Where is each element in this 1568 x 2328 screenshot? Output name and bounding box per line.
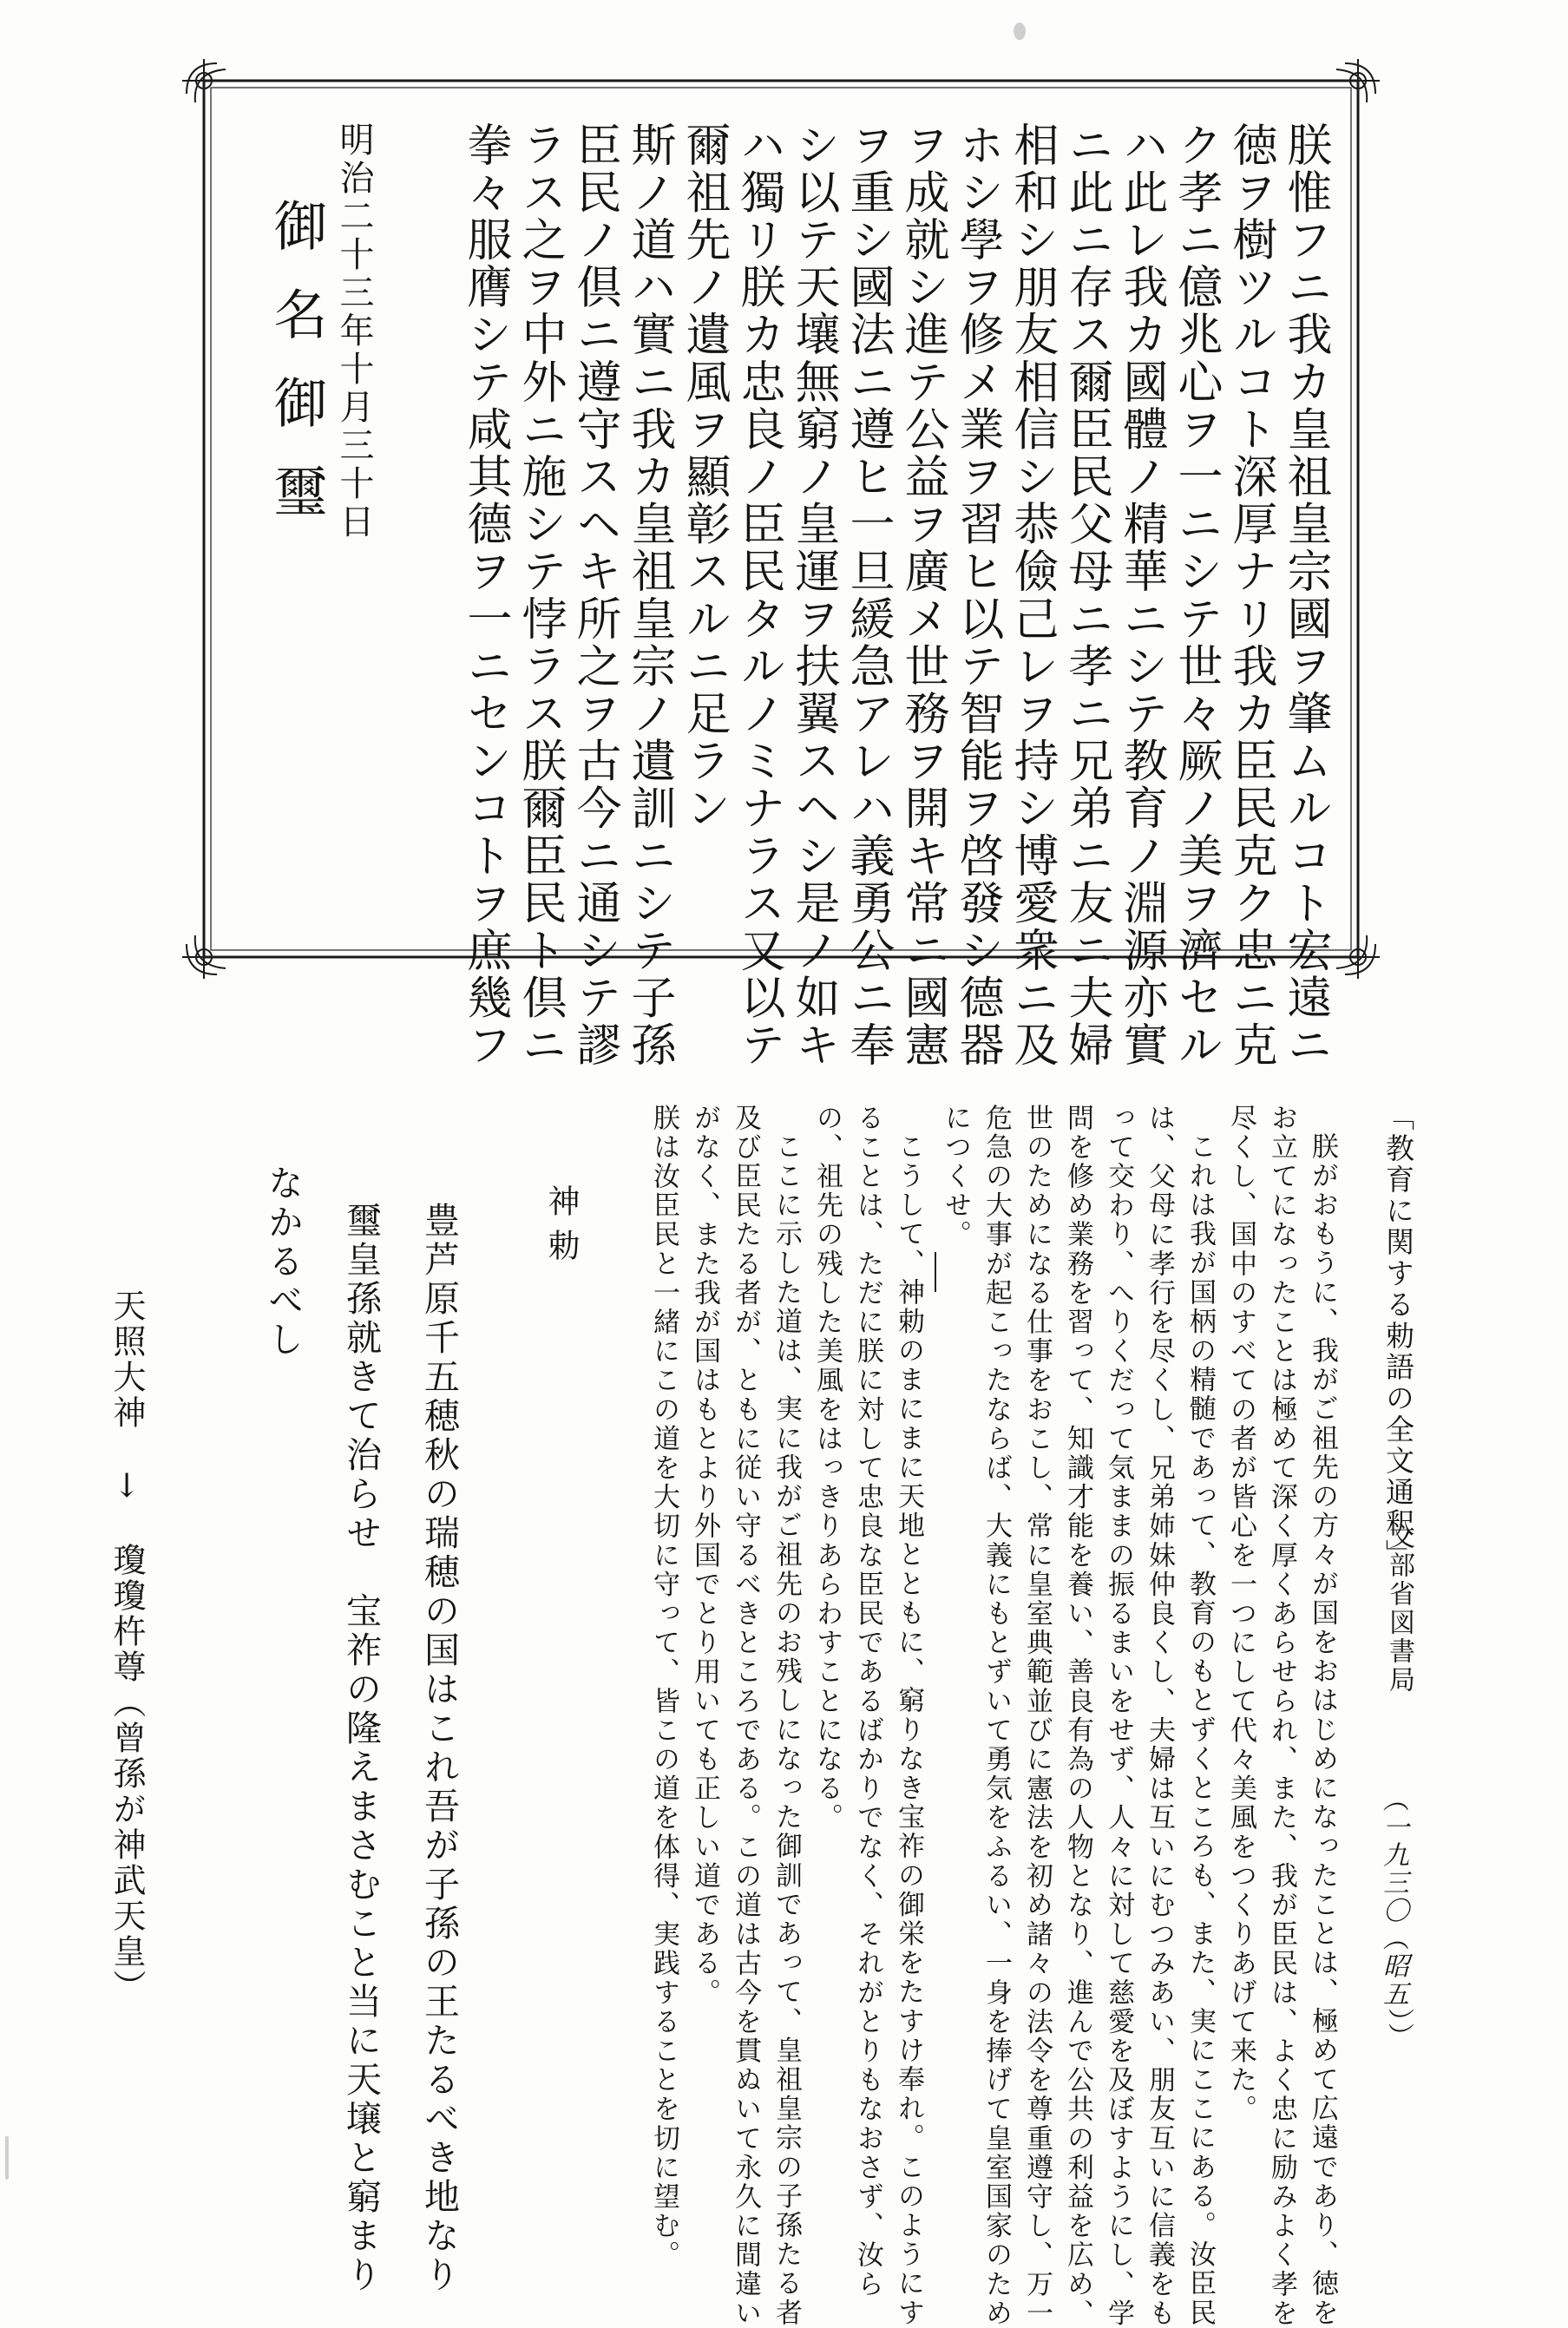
shinchoku-line: 璽皇孫就きて治らせ 宝祚の隆えまさむこと当に天壌と窮まり bbox=[340, 1202, 382, 2295]
translation-line: 尽くし、国中のすべての者が皆心を一つにして代々美風をつくりあげて来た。 bbox=[1225, 1104, 1256, 2124]
rescript-line: 拳々服膺シテ咸其德ヲ一ニセンコトヲ庶幾フ bbox=[459, 121, 511, 1069]
rescript-frame bbox=[182, 59, 1380, 1069]
translation-line: は、父母に孝行を尽くし、兄弟姉妹仲良くし、夫婦は互いにむつみあい、朋友互いに信義をも bbox=[1144, 1104, 1175, 2328]
rescript-line: ヲ成就シ進テ公益ヲ廣メ世務ヲ開キ常ニ國憲 bbox=[896, 121, 948, 1069]
rescript-line: ハ此レ我カ國體ノ精華ニシテ教育ノ淵源亦實 bbox=[1115, 121, 1167, 1069]
section-divider bbox=[935, 1252, 936, 1292]
translation-line: こうして、神勅のまにまに天地とともに、窮りなき宝祚の御栄をたすけ奉れ。このようにす bbox=[893, 1132, 924, 2328]
translation-line: お立てになったことは極めて深く厚くあらせられ、また、我が臣民は、よく忠に励みよく孝を bbox=[1266, 1104, 1297, 2328]
rescript-text bbox=[182, 59, 1380, 1069]
translation-line: って交わり、へりくだって気ままの振るまいをせず、人々に対して慈愛を及ぼすようにし、学 bbox=[1103, 1104, 1134, 2328]
translation-title: 「教育に関する勅語の全文通釈」 bbox=[1381, 1102, 1415, 1571]
rescript-line: シ以テ天壤無窮ノ皇運ヲ扶翼スヘシ是ノ如キ bbox=[787, 121, 839, 1069]
scan-smudge bbox=[1014, 23, 1026, 40]
translation-line: 朕は汝臣民と一緒にこの道を大切に守って、皆この道を体得、実践することを切に望む。 bbox=[648, 1104, 679, 2270]
translation-line: これは我が国柄の精髄であって、教育のもとずくところも、また、実にここにある。汝臣民 bbox=[1184, 1132, 1216, 2328]
rescript-line: 臣民ノ倶ニ遵守スヘキ所之ヲ古今ニ通シテ謬 bbox=[568, 121, 620, 1069]
rescript-line: ホシ學ヲ修メ業ヲ習ヒ以テ智能ヲ啓發シ德器 bbox=[951, 121, 1003, 1069]
translation-line: 朕がおもうに、我がご祖先の方々が国をおはじめになったことは、極めて広遠であり、徳を bbox=[1307, 1132, 1338, 2328]
translation-line: ここに示した道は、実に我がご祖先のお残しになった御訓であって、皇祖皇宗の子孫たる者 bbox=[771, 1132, 802, 2328]
rescript-line: ク孝ニ億兆心ヲ一ニシテ世々厥ノ美ヲ濟セル bbox=[1170, 121, 1222, 1069]
translation-line: ることは、ただに朕に対して忠良な臣民であるばかりでなく、それがとりもなおさず、汝ら bbox=[852, 1104, 883, 2299]
rescript-line: 爾祖先ノ遺風ヲ顯彰スルニ足ラン bbox=[678, 121, 730, 832]
rescript-date: 明治二十三年十月三十日 bbox=[334, 121, 374, 541]
rescript-signature: 御名御璽 bbox=[265, 198, 328, 552]
translation-line: 世のためになる仕事をおこし、常に皇室典範並びに憲法を初め諸々の法令を尊重遵守し、万一 bbox=[1021, 1104, 1053, 2328]
rescript-line: 斯ノ道ハ實ニ我カ皇祖皇宗ノ遺訓ニシテ子孫 bbox=[623, 121, 675, 1069]
rescript-line: ハ獨リ朕カ忠良ノ臣民タルノミナラス又以テ bbox=[732, 121, 784, 1069]
shinchoku-line: 豊芦原千五穂秋の瑞穂の国はこれ吾が子孫の王たるべき地なり bbox=[418, 1202, 460, 2295]
translation-line: がなく、また我が国はもとより外国でとり用いても正しい道である。 bbox=[689, 1104, 720, 2008]
rescript-line: 朕惟フニ我カ皇祖皇宗國ヲ肇ムルコト宏遠ニ bbox=[1279, 121, 1331, 1069]
translation-line: 及び臣民たる者が、ともに従い守るべきところである。この道は古今を貫ぬいて永久に間違い bbox=[730, 1104, 761, 2328]
translation-author: 文部省図書局 bbox=[1384, 1523, 1414, 1695]
lineage-text: 天照大神 ↓ 瓊瓊杵尊（曾孫が神武天皇） bbox=[108, 1289, 146, 2005]
translation-line: 危急の大事が起こったならば、大義にもとずいて勇気をふるい、一身を捧げて皇室国家のため bbox=[981, 1104, 1012, 2328]
rescript-line: 相和シ朋友相信シ恭儉己レヲ持シ博愛衆ニ及 bbox=[1006, 121, 1058, 1069]
rescript-line: ラス之ヲ中外ニ施シテ悖ラス朕爾臣民ト倶ニ bbox=[514, 121, 566, 1069]
translation-line: 問を修め業務を習って、知識才能を養い、善良有為の人物となり、進んで公共の利益を広め、 bbox=[1062, 1104, 1093, 2328]
scan-edge-mark bbox=[5, 2136, 9, 2180]
translation-date-note: （一九三〇（昭五）） bbox=[1378, 1786, 1408, 2050]
rescript-line: ヲ重シ國法ニ遵ヒ一旦緩急アレハ義勇公ニ奉 bbox=[842, 121, 894, 1069]
translation-line: の、祖先の残した美風をはっきりあらわすことになる。 bbox=[811, 1104, 843, 1833]
rescript-line: 徳ヲ樹ツルコト深厚ナリ我カ臣民克ク忠ニ克 bbox=[1224, 121, 1276, 1069]
rescript-line: ニ此ニ存ス爾臣民父母ニ孝ニ兄弟ニ友ニ夫婦 bbox=[1060, 121, 1112, 1069]
shinchoku-line: なかるべし bbox=[262, 1164, 304, 1360]
translation-line: につくせ。 bbox=[940, 1104, 971, 1249]
shinchoku-heading: 神勅 bbox=[542, 1184, 580, 1273]
